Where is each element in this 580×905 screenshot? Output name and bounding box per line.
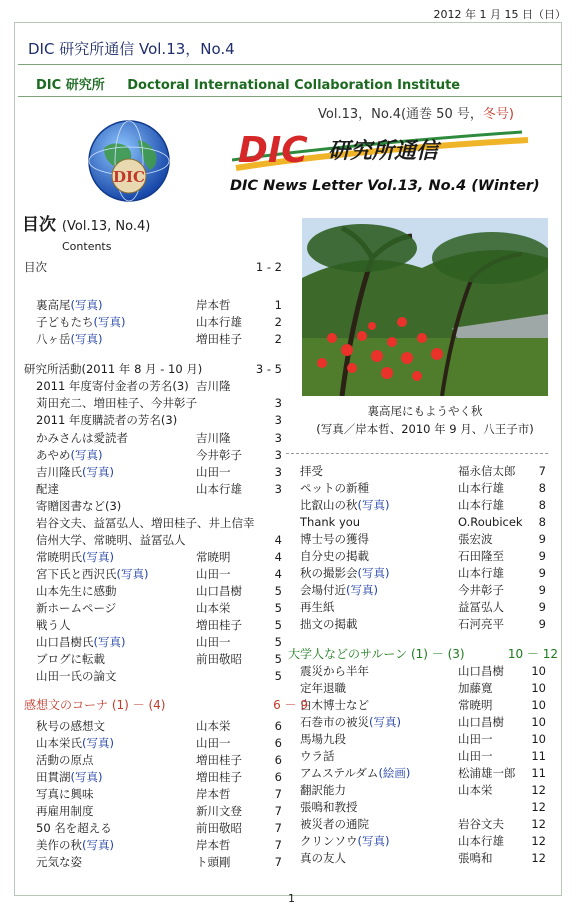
entry-page: 5 — [274, 601, 282, 615]
entry-page: 9 — [538, 583, 546, 597]
entry-author: 福永信太郎 — [458, 464, 516, 478]
entry-title: 秋の撮影会(写真) — [300, 566, 390, 580]
entry-media-tag: (写真) — [70, 298, 103, 312]
entry-page: 1 — [274, 298, 282, 312]
entry-author: 山田一 — [458, 749, 493, 763]
entry-author: 石河亮平 — [458, 617, 504, 631]
toc-left-entry — [36, 820, 282, 836]
entry-author: 山田一 — [458, 732, 493, 746]
entry-media-tag: (写真) — [70, 770, 103, 784]
entry-title: 常暁明氏(写真) — [36, 550, 114, 564]
entry-title: 吉川隆氏(写真) — [36, 465, 114, 479]
entry-author: 吉川隆 — [196, 431, 231, 445]
entry-page: 11 — [531, 749, 546, 763]
entry-page: 9 — [538, 617, 546, 631]
toc-right-entry — [300, 616, 546, 632]
entry-page: 4 — [274, 567, 282, 581]
entry-title: 石巻市の被災(写真) — [300, 715, 401, 729]
entry-media-tag: (写真) — [82, 736, 114, 750]
entry-author: 山田一 — [196, 635, 231, 649]
toc-right-entry — [300, 480, 546, 496]
toc-left-entry — [36, 786, 282, 802]
entry-author: 山口昌樹 — [196, 584, 242, 598]
toc-left-entry — [36, 735, 282, 751]
entry-page: 10 — [531, 664, 546, 678]
entry-page: 6 — [274, 719, 282, 733]
entry-page: 3 — [274, 482, 282, 496]
entry-author: 今井彰子 — [196, 448, 242, 462]
issue-date: 2012 年 1 月 15 日（日） — [433, 8, 566, 21]
toc-left-entry — [36, 314, 282, 330]
header-rule-top — [18, 64, 562, 65]
toc-left-entry — [36, 837, 282, 853]
toc-left-entry — [36, 752, 282, 768]
toc-left-entry — [36, 617, 282, 633]
entry-title: 信州大学、常暁明、益冨弘人 — [36, 533, 186, 547]
globe-logo-icon — [86, 118, 172, 204]
entry-author: 岸本哲 — [196, 298, 231, 312]
entry-media-tag: (写真) — [346, 583, 378, 597]
toc-right-entry — [300, 514, 546, 530]
entry-title: 裏高尾(写真) — [36, 298, 103, 312]
section-heading-salon: 大学人などのサルーン (1) － (3) 10 － 12 — [288, 647, 558, 661]
entry-media-tag: (写真) — [116, 567, 149, 581]
entry-title: 再生紙 — [300, 600, 335, 614]
entry-media-tag: (写真) — [82, 465, 114, 479]
entry-author: 岸本哲 — [196, 838, 231, 852]
toc-left-entry — [36, 430, 282, 446]
entry-title: 再雇用制度 — [36, 804, 94, 818]
entry-title: 戦う人 — [36, 618, 71, 632]
entry-author: 増田桂子 — [196, 618, 242, 632]
entry-title: ウラ話 — [300, 749, 335, 763]
entry-media-tag: (写真) — [70, 332, 103, 346]
entry-author: 山本行雄 — [196, 315, 242, 329]
contents-label: Contents — [62, 240, 112, 253]
toc-left-entry — [36, 532, 282, 548]
entry-page: 10 — [531, 732, 546, 746]
entry-page: 12 — [531, 851, 546, 865]
entry-page: 12 — [531, 834, 546, 848]
entry-title: 山本先生に感動 — [36, 584, 117, 598]
entry-author: 吉川隆 — [196, 379, 231, 393]
entry-author: 石田隆至 — [458, 549, 504, 563]
entry-media-tag: (写真) — [93, 635, 126, 649]
entry-title: 翻訳能力 — [300, 783, 346, 797]
entry-page: 7 — [274, 804, 282, 818]
entry-title: 50 名を超える — [36, 821, 112, 835]
entry-author: 増田桂子 — [196, 753, 242, 767]
toc-right-entry — [300, 833, 546, 849]
toc-left-entry — [36, 481, 282, 497]
entry-title: 真の友人 — [300, 851, 346, 865]
entry-title: 拝受 — [300, 464, 323, 478]
issue-volume-line: Vol.13，No.4(通巻 50 号，冬号) — [318, 107, 514, 122]
entry-author: 常暁明 — [458, 698, 493, 712]
toc-right-entry — [300, 463, 546, 479]
toc-left-entry — [36, 600, 282, 616]
toc-right-entry — [300, 731, 546, 747]
toc-left-entry — [36, 331, 282, 347]
entry-title: 寄贈図書など(3) — [36, 499, 122, 513]
entry-title: Thank you — [300, 515, 361, 529]
entry-author: 山本行雄 — [458, 834, 504, 848]
entry-page: 7 — [274, 855, 282, 869]
entry-title: 新ホームページ — [36, 601, 117, 615]
entry-title: 会場付近(写真) — [300, 583, 378, 597]
section-heading-impressions: 感想文のコーナ (1) － (4) 6 － 9 — [24, 698, 308, 712]
entry-page: 7 — [538, 464, 546, 478]
entry-page: 9 — [538, 600, 546, 614]
entry-author: 山本行雄 — [458, 566, 504, 580]
entry-page: 5 — [274, 652, 282, 666]
entry-author: 前田敬昭 — [196, 821, 242, 835]
entry-page: 8 — [538, 515, 546, 529]
entry-title: 山本栄氏(写真) — [36, 736, 114, 750]
entry-page: 5 — [274, 618, 282, 632]
entry-page: 7 — [274, 787, 282, 801]
toc-left-entry — [36, 515, 282, 531]
entry-author: 岩谷文夫 — [458, 817, 504, 831]
entry-media-tag: (写真) — [82, 550, 114, 564]
entry-page: 3 — [274, 431, 282, 445]
entry-author: 張鳴和 — [458, 851, 493, 865]
entry-title: ブログに転載 — [36, 652, 105, 666]
toc-left-entry — [36, 718, 282, 734]
toc-right-entry — [300, 565, 546, 581]
entry-page: 9 — [538, 549, 546, 563]
entry-page: 8 — [538, 498, 546, 512]
toc-left-entry — [36, 378, 282, 394]
entry-author: 増田桂子 — [196, 770, 242, 784]
toc-right-entry — [300, 765, 546, 781]
entry-title: ペットの新種 — [300, 481, 369, 495]
toc-right-entry — [300, 850, 546, 866]
entry-title: 八ヶ岳(写真) — [36, 332, 103, 346]
entry-author: 加藤寛 — [458, 681, 493, 695]
entry-title: 被災者の通院 — [300, 817, 369, 831]
entry-author: 前田敬昭 — [196, 652, 242, 666]
toc-right-entry — [300, 663, 546, 679]
header-rule-bottom — [18, 96, 562, 97]
entry-title: 張鳴和教授 — [300, 800, 358, 814]
entry-author: 山田一 — [196, 567, 231, 581]
entry-page: 7 — [274, 821, 282, 835]
entry-title: 博士号の獲得 — [300, 532, 369, 546]
entry-page: 10 — [531, 698, 546, 712]
entry-title: 自分史の掲載 — [300, 549, 369, 563]
photo-caption-title: 裏高尾にもようやく秋 — [367, 404, 483, 418]
toc-left-entry — [36, 583, 282, 599]
entry-media-tag: (写真) — [357, 498, 390, 512]
entry-page: 7 — [274, 838, 282, 852]
globe-logo-text: DIC — [113, 168, 145, 186]
entry-page: 3 - 5 — [255, 362, 282, 376]
toc-left-entry — [36, 668, 282, 684]
entry-page: 5 — [274, 635, 282, 649]
entry-title: 活動の原点 — [36, 753, 94, 767]
toc-right-entry — [300, 497, 546, 513]
entry-media-tag: (写真) — [357, 834, 390, 848]
entry-title: 岩谷文夫、益冨弘人、増田桂子、井上信幸 — [36, 516, 255, 530]
entry-title: アムステルダム(絵画) — [300, 766, 411, 780]
entry-page: 6 — [274, 736, 282, 750]
entry-page: 9 — [538, 532, 546, 546]
toc-right-entry — [300, 782, 546, 798]
entry-page: 12 — [531, 800, 546, 814]
entry-page: 3 — [274, 448, 282, 462]
entry-page: 8 — [538, 481, 546, 495]
toc-right-entry — [300, 548, 546, 564]
autumn-flowers-photo — [302, 218, 548, 396]
toc-left-entry — [36, 854, 282, 870]
entry-page: 2 — [274, 315, 282, 329]
entry-author: O.Roubicek — [458, 515, 523, 529]
entry-media-tag: (写真) — [369, 715, 401, 729]
entry-page: 12 — [531, 817, 546, 831]
entry-page: 3 — [274, 413, 282, 427]
newsletter-subtitle: DIC News Letter Vol.13, No.4 (Winter) — [230, 178, 540, 194]
entry-title: 宮下氏と西沢氏(写真) — [36, 567, 149, 581]
entry-title: 研究所活動(2011 年 8 月 - 10 月) — [24, 362, 203, 376]
toc-left-entry — [36, 769, 282, 785]
entry-page: 3 — [274, 396, 282, 410]
toc-left-entry — [36, 803, 282, 819]
dic-wordmark-logo — [232, 124, 532, 174]
toc-right-entry — [300, 714, 546, 730]
entry-title: 比叡山の秋(写真) — [300, 498, 390, 512]
entry-title: 馬場九段 — [300, 732, 346, 746]
entry-title: 写真に興味 — [36, 787, 94, 801]
entry-title: あやめ(写真) — [36, 448, 103, 462]
entry-title: 定年退職 — [300, 681, 346, 695]
entry-author: 山本行雄 — [458, 481, 504, 495]
entry-title: 震災から半年 — [300, 664, 369, 678]
toc-left-entry — [36, 447, 282, 463]
entry-author: 張宏波 — [458, 532, 493, 546]
entry-page: 6 — [274, 753, 282, 767]
entry-title: 拙文の掲載 — [300, 617, 358, 631]
entry-author: 山口昌樹 — [458, 715, 504, 729]
toc-left-entry — [36, 549, 282, 565]
column-divider — [286, 453, 548, 454]
entry-title: かみさんは愛読者 — [36, 431, 128, 445]
toc-right-entry — [300, 816, 546, 832]
entry-page: 4 — [274, 533, 282, 547]
entry-title: クリンソウ(写真) — [300, 834, 390, 848]
entry-author: ト頭剛 — [196, 855, 231, 869]
entry-author: 山本栄 — [458, 783, 493, 797]
toc-heading: 目次 (Vol.13, No.4) — [22, 215, 151, 235]
toc-right-entry — [300, 599, 546, 615]
entry-media-tag: (写真) — [357, 566, 390, 580]
institute-name — [36, 74, 460, 93]
entry-page: 3 — [274, 465, 282, 479]
toc-left-entry — [24, 361, 282, 377]
entry-title: 2011 年度寄付金者の芳名(3) — [36, 379, 189, 393]
entry-title: 配達 — [36, 482, 59, 496]
toc-left-entry — [36, 634, 282, 650]
entry-page: 2 — [274, 332, 282, 346]
entry-page: 9 — [538, 566, 546, 580]
entry-page: 11 — [531, 766, 546, 780]
entry-page: 5 — [274, 669, 282, 683]
entry-page: 10 — [531, 681, 546, 695]
toc-right-entry — [300, 697, 546, 713]
toc-left-entry — [36, 498, 282, 514]
entry-author: 山本行雄 — [458, 498, 504, 512]
entry-title: 秋号の感想文 — [36, 719, 105, 733]
entry-title: 2011 年度購読者の芳名(3) — [36, 413, 178, 427]
toc-right-entry — [300, 799, 546, 815]
entry-media-tag: (写真) — [93, 315, 126, 329]
entry-page: 4 — [274, 550, 282, 564]
entry-title: 苅田充二、増田桂子、今井彰子 — [36, 396, 197, 410]
entry-author: 新川文登 — [196, 804, 242, 818]
page-number: 1 — [288, 892, 295, 905]
entry-page: 5 — [274, 584, 282, 598]
entry-author: 今井彰子 — [458, 583, 504, 597]
entry-author: 松浦雄一郎 — [458, 766, 516, 780]
entry-author: 山口昌樹 — [458, 664, 504, 678]
entry-page: 12 — [531, 783, 546, 797]
logo-word: DIC — [238, 130, 308, 171]
entry-title: 子どもたち(写真) — [36, 315, 126, 329]
entry-media-tag: (写真) — [82, 838, 114, 852]
toc-left-entry — [24, 259, 282, 275]
toc-left-entry — [36, 412, 282, 428]
logo-title: 研究所通信 — [328, 139, 439, 164]
entry-title: 山口昌樹氏(写真) — [36, 635, 126, 649]
entry-page: 10 — [531, 715, 546, 729]
entry-page: 6 — [274, 770, 282, 784]
toc-left-entry — [36, 395, 282, 411]
entry-author: 益冨弘人 — [458, 600, 504, 614]
entry-author: 山田一 — [196, 736, 231, 750]
newsletter-title: DIC 研究所通信 Vol.13，No.4 — [28, 40, 235, 58]
entry-author: 山本栄 — [196, 719, 231, 733]
toc-right-entry — [300, 748, 546, 764]
entry-author: 山本行雄 — [196, 482, 242, 496]
entry-author: 岸本哲 — [196, 787, 231, 801]
entry-page: 1 - 2 — [255, 260, 282, 274]
toc-left-entry — [36, 297, 282, 313]
institute-name-en: Doctoral International Collaboration Institute — [127, 78, 461, 93]
toc-left-entry — [36, 464, 282, 480]
entry-author: 増田桂子 — [196, 332, 242, 346]
photo-caption-credit: (写真／岸本哲、2010 年 9 月、八王子市) — [316, 422, 534, 436]
entry-author: 常暁明 — [196, 550, 231, 564]
entry-media-tag: (絵画) — [378, 766, 411, 780]
entry-title: 目次 — [24, 260, 47, 274]
entry-media-tag: (写真) — [70, 448, 103, 462]
toc-right-entry — [300, 582, 546, 598]
toc-right-entry — [300, 531, 546, 547]
entry-author: 山本栄 — [196, 601, 231, 615]
entry-title: 元気な姿 — [36, 855, 82, 869]
toc-left-entry — [36, 566, 282, 582]
toc-right-entry — [300, 680, 546, 696]
entry-title: 山田一氏の論文 — [36, 669, 117, 683]
toc-left-entry — [36, 651, 282, 667]
entry-title: 白木博士など — [300, 698, 369, 712]
institute-name-ja: DIC 研究所 — [36, 78, 105, 93]
entry-author: 山田一 — [196, 465, 231, 479]
entry-title: 美作の秋(写真) — [36, 838, 114, 852]
entry-title: 田貫湖(写真) — [36, 770, 103, 784]
